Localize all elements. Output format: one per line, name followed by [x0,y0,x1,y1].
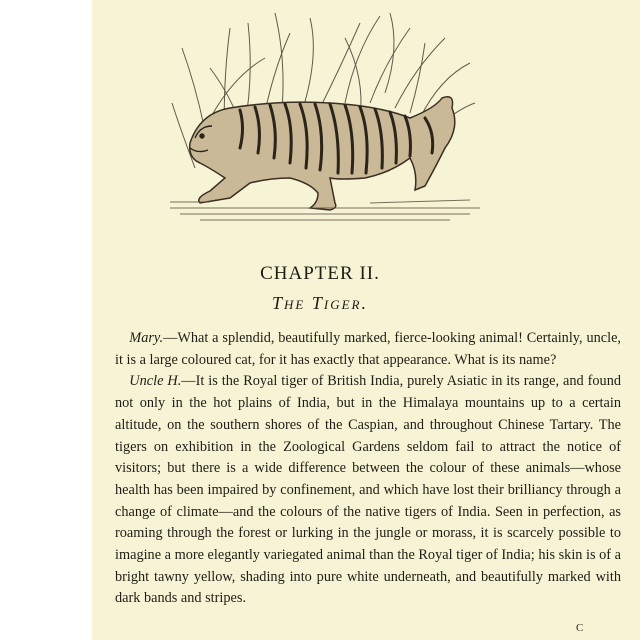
tiger-engraving [170,8,480,228]
chapter-subtitle: The Tiger. [272,293,368,313]
speaker-name: Uncle H. [129,373,182,390]
chapter-heading: CHAPTER II. [260,263,380,284]
paragraph [115,371,621,610]
paragraph-text: —What a splendid, beautifully marked, fierce-looking animal! Certainly, uncle, it is a large coloured cat, for it has exactly that appearance. What is its name? [115,330,621,368]
paragraph [115,328,621,371]
chapter-body [115,328,621,610]
paragraph-text: —It is the Royal tiger of British India, purely Asiatic in its range, and found not only in the hot plains of India, but in the Himalaya mountains up to a certain altitude, on the southern shores of the Caspian, and throughout Chinese Tartary. The tigers on exhibition in the Zoological Gardens seldom fail to attract the notice of visitors; but there is a wide difference between the colour of these animals—whose health has been impaired by confinement, and which have lost their brilliancy through a change of climate—and the colours of the native tigers of India. Seen in perfection, as roaming through the forest or lurking in the jungle or morass, it is scarcely possible to imagine a more elegantly variegated animal than the Royal tiger of India; his skin is of a bright tawny yellow, shading into pure white underneath, and beautifully marked with dark bands and stripes. [115,373,621,607]
signature-mark: C [576,622,584,634]
speaker-name: Mary. [129,330,164,346]
